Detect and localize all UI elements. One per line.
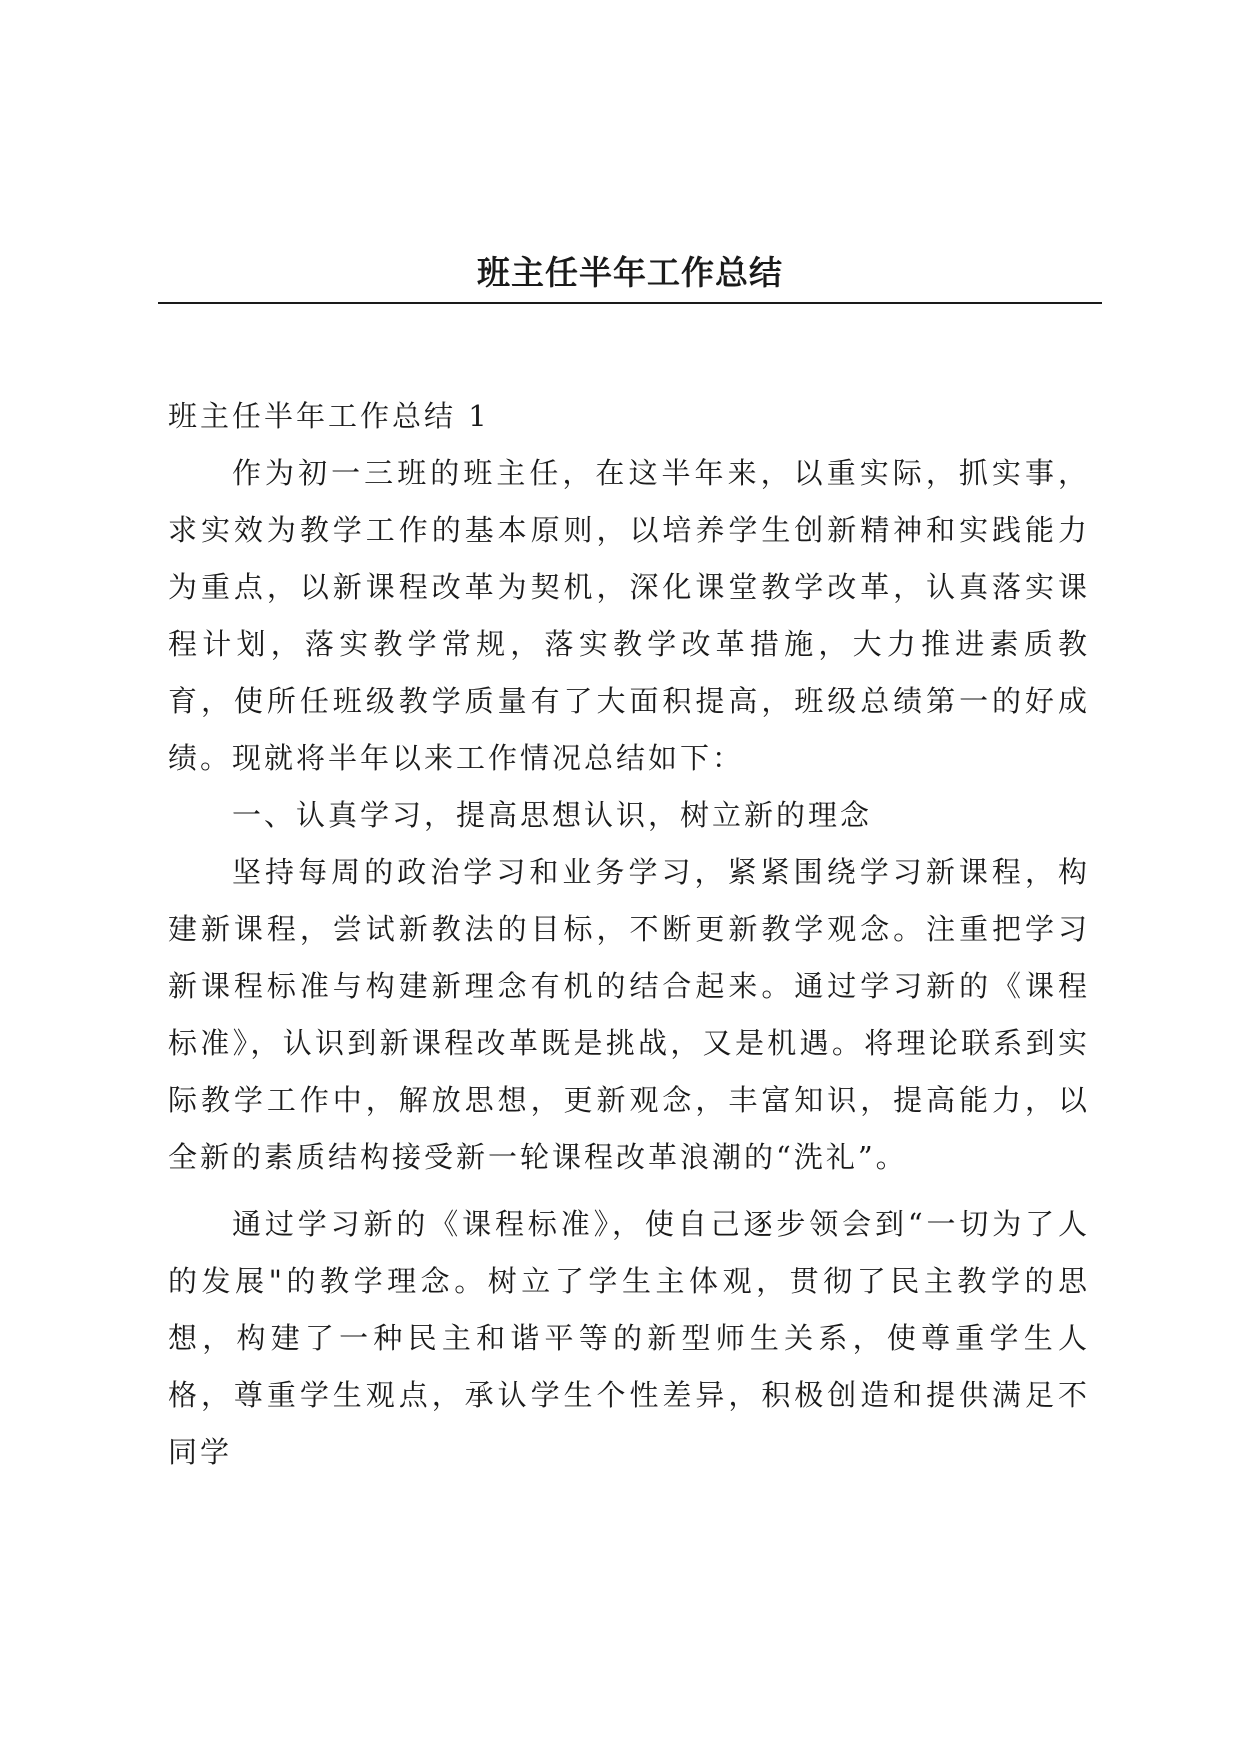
paragraph-standards: 通过学习新的《课程标准》，使自己逐步领会到“一切为了人的发展"的教学理念。树立了学生主体观，贯彻了民主教学的思想，构建了一种民主和谐平等的新型师生关系，使尊重学生人格，尊重学生观点，承认学生个性差异，积极创造和提供满足不同学 (168, 1207, 1090, 1469)
document-body (168, 388, 1090, 1481)
paragraph-intro: 作为初一三班的班主任，在这半年来，以重实际，抓实事，求实效为教学工作的基本原则，以培养学生创新精神和实践能力为重点，以新课程改革为契机，深化课堂教学改革，认真落实课程计划，落实教学常规，落实教学改革措施，大力推进素质教育，使所任班级教学质量有了大面积提高，班级总绩第一的好成绩。现就将半年以来工作情况总结如下： (168, 456, 1090, 775)
section-heading: 班主任半年工作总结 1 (168, 399, 490, 433)
paragraph-study: 坚持每周的政治学习和业务学习，紧紧围绕学习新课程，构建新课程，尝试新教法的目标，不断更新教学观念。注重把学习新课程标准与构建新理念有机的结合起来。通过学习新的《课程标准》，认识到新课程改革既是挑战，又是机遇。将理论联系到实际教学工作中，解放思想，更新观念，丰富知识，提高能力，以全新的素质结构接受新一轮课程改革浪潮的“洗礼”。 (168, 855, 1090, 1174)
document-title: 班主任半年工作总结 (477, 253, 783, 292)
subheading-1: 一、认真学习，提高思想认识，树立新的理念 (232, 798, 873, 832)
title-divider (158, 302, 1102, 304)
